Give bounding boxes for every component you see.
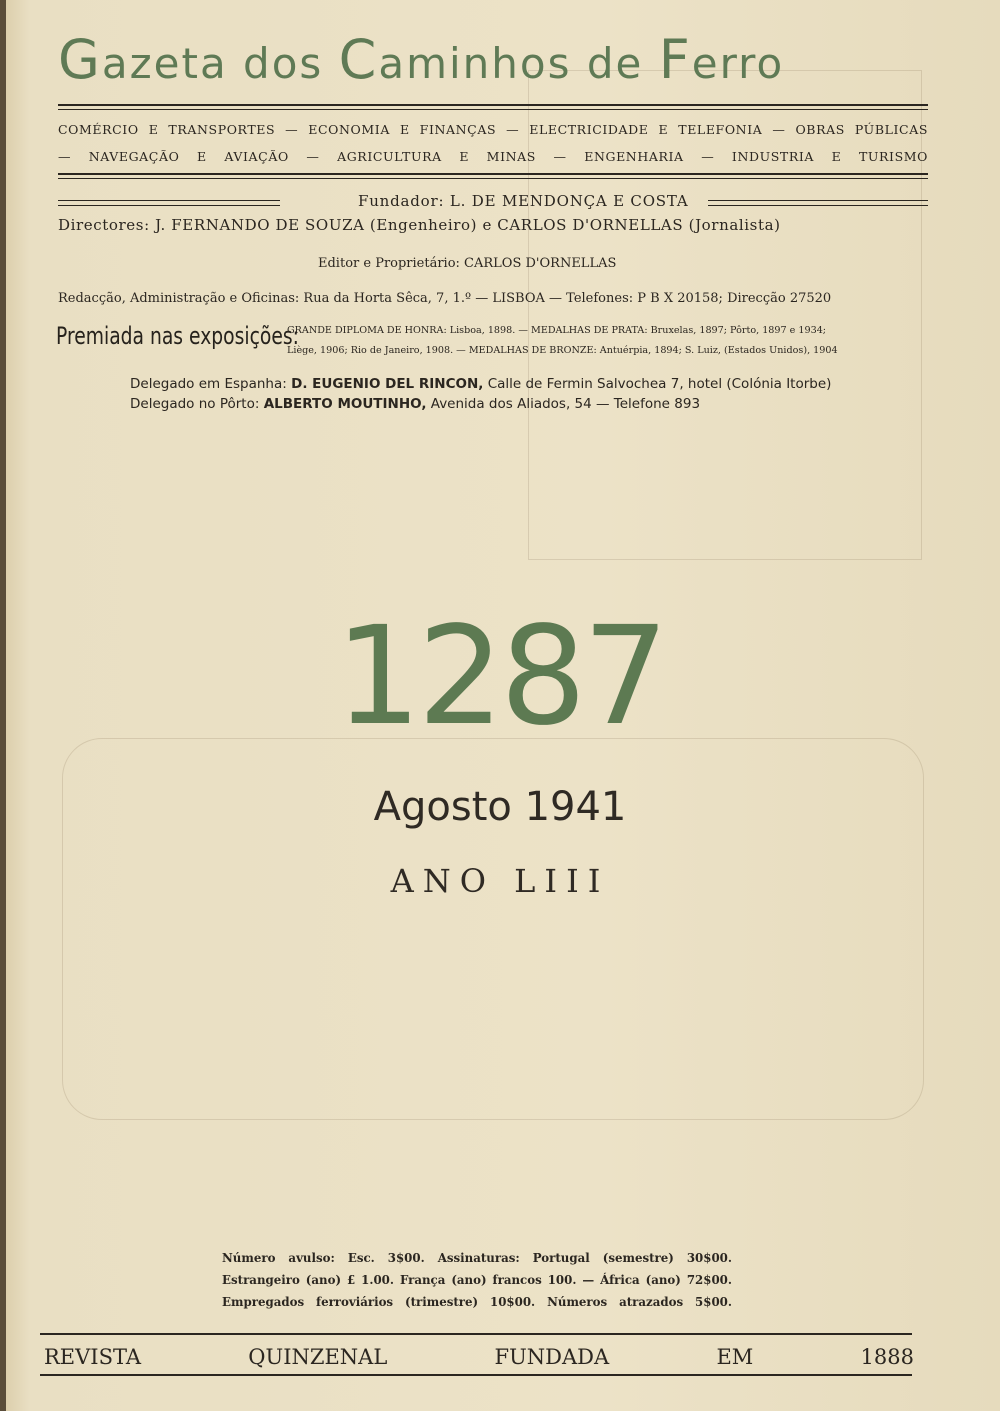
founder-line <box>58 192 928 212</box>
prices-line-1: Número avulso: Esc. 3$00. Assinaturas: Portugal (semestre) 30$00. <box>222 1251 732 1265</box>
delegate-address: Avenida dos Aliados, 54 — Telefone 893 <box>430 396 701 412</box>
topics-rule <box>58 173 928 175</box>
delegate-name: ALBERTO MOUTINHO, <box>263 396 427 412</box>
awards-line-2: Liège, 1906; Rio de Janeiro, 1908. — MEDALHAS DE BRONZE: Antuérpia, 1894; S. Luiz, (Estados Unidos), 1904 <box>287 345 838 356</box>
delegate-label: Delegado no Pôrto: <box>130 396 260 412</box>
double-rule <box>58 200 280 206</box>
awards-heading: Premiada nas exposições: <box>56 322 299 350</box>
editor: Editor e Proprietário: CARLOS D'ORNELLAS <box>318 256 617 271</box>
awards-line-1: GRANDE DIPLOMA DE HONRA: Lisboa, 1898. — MEDALHAS DE PRATA: Bruxelas, 1897; Pôrto, 1897 e 1934; <box>287 325 827 336</box>
delegate-porto <box>130 396 700 412</box>
title-part: aminhos de <box>378 39 659 88</box>
directors: Directores: J. FERNANDO DE SOUZA (Engenheiro) e CARLOS D'ORNELLAS (Jornalista) <box>58 216 781 234</box>
footer-title: REVISTA QUINZENAL FUNDADA EM 1888 <box>44 1345 914 1369</box>
topics-line-2: — NAVEGAÇÃO E AVIAÇÃO — AGRICULTURA E MINAS — ENGENHARIA — INDUSTRIA E TURISMO <box>58 149 928 164</box>
issue-year: ANO LIII <box>390 862 610 900</box>
masthead-rule <box>58 104 928 106</box>
masthead-rule <box>58 109 928 110</box>
topics-line-1: COMÉRCIO E TRANSPORTES — ECONOMIA E FINANÇAS — ELECTRICIDADE E TELEFONIA — OBRAS PÚBLICAS <box>58 122 928 137</box>
magazine-title <box>58 28 928 91</box>
address: Redacção, Administração e Oficinas: Rua da Horta Sêca, 7, 1.º — LISBOA — Telefones: P B X 20158; Direcção 27520 <box>58 291 832 306</box>
prices-line-3: Empregados ferroviários (trimestre) 10$00. Números atrazados 5$00. <box>222 1295 732 1309</box>
title-initial: G <box>58 28 102 91</box>
title-part: erro <box>691 39 785 88</box>
founder: Fundador: L. DE MENDONÇA E COSTA <box>358 192 689 210</box>
title-initial: F <box>658 28 692 91</box>
issue-date: Agosto 1941 <box>373 784 627 830</box>
footer-rule <box>40 1374 912 1376</box>
prices-line-2: Estrangeiro (ano) £ 1.00. França (ano) francos 100. — África (ano) 72$00. <box>222 1273 732 1287</box>
double-rule <box>708 200 928 206</box>
delegate-spain <box>130 376 831 392</box>
delegate-label: Delegado em Espanha: <box>130 376 287 392</box>
title-initial: C <box>338 28 379 91</box>
topics-rule <box>58 178 928 179</box>
delegate-name: D. EUGENIO DEL RINCON, <box>291 376 484 392</box>
delegate-address: Calle de Fermin Salvochea 7, hotel (Colónia Itorbe) <box>487 376 832 392</box>
show-through-box <box>528 70 922 560</box>
footer-rule <box>40 1333 912 1335</box>
issue-number: 1287 <box>334 598 666 756</box>
title-part: azeta dos <box>101 39 339 88</box>
